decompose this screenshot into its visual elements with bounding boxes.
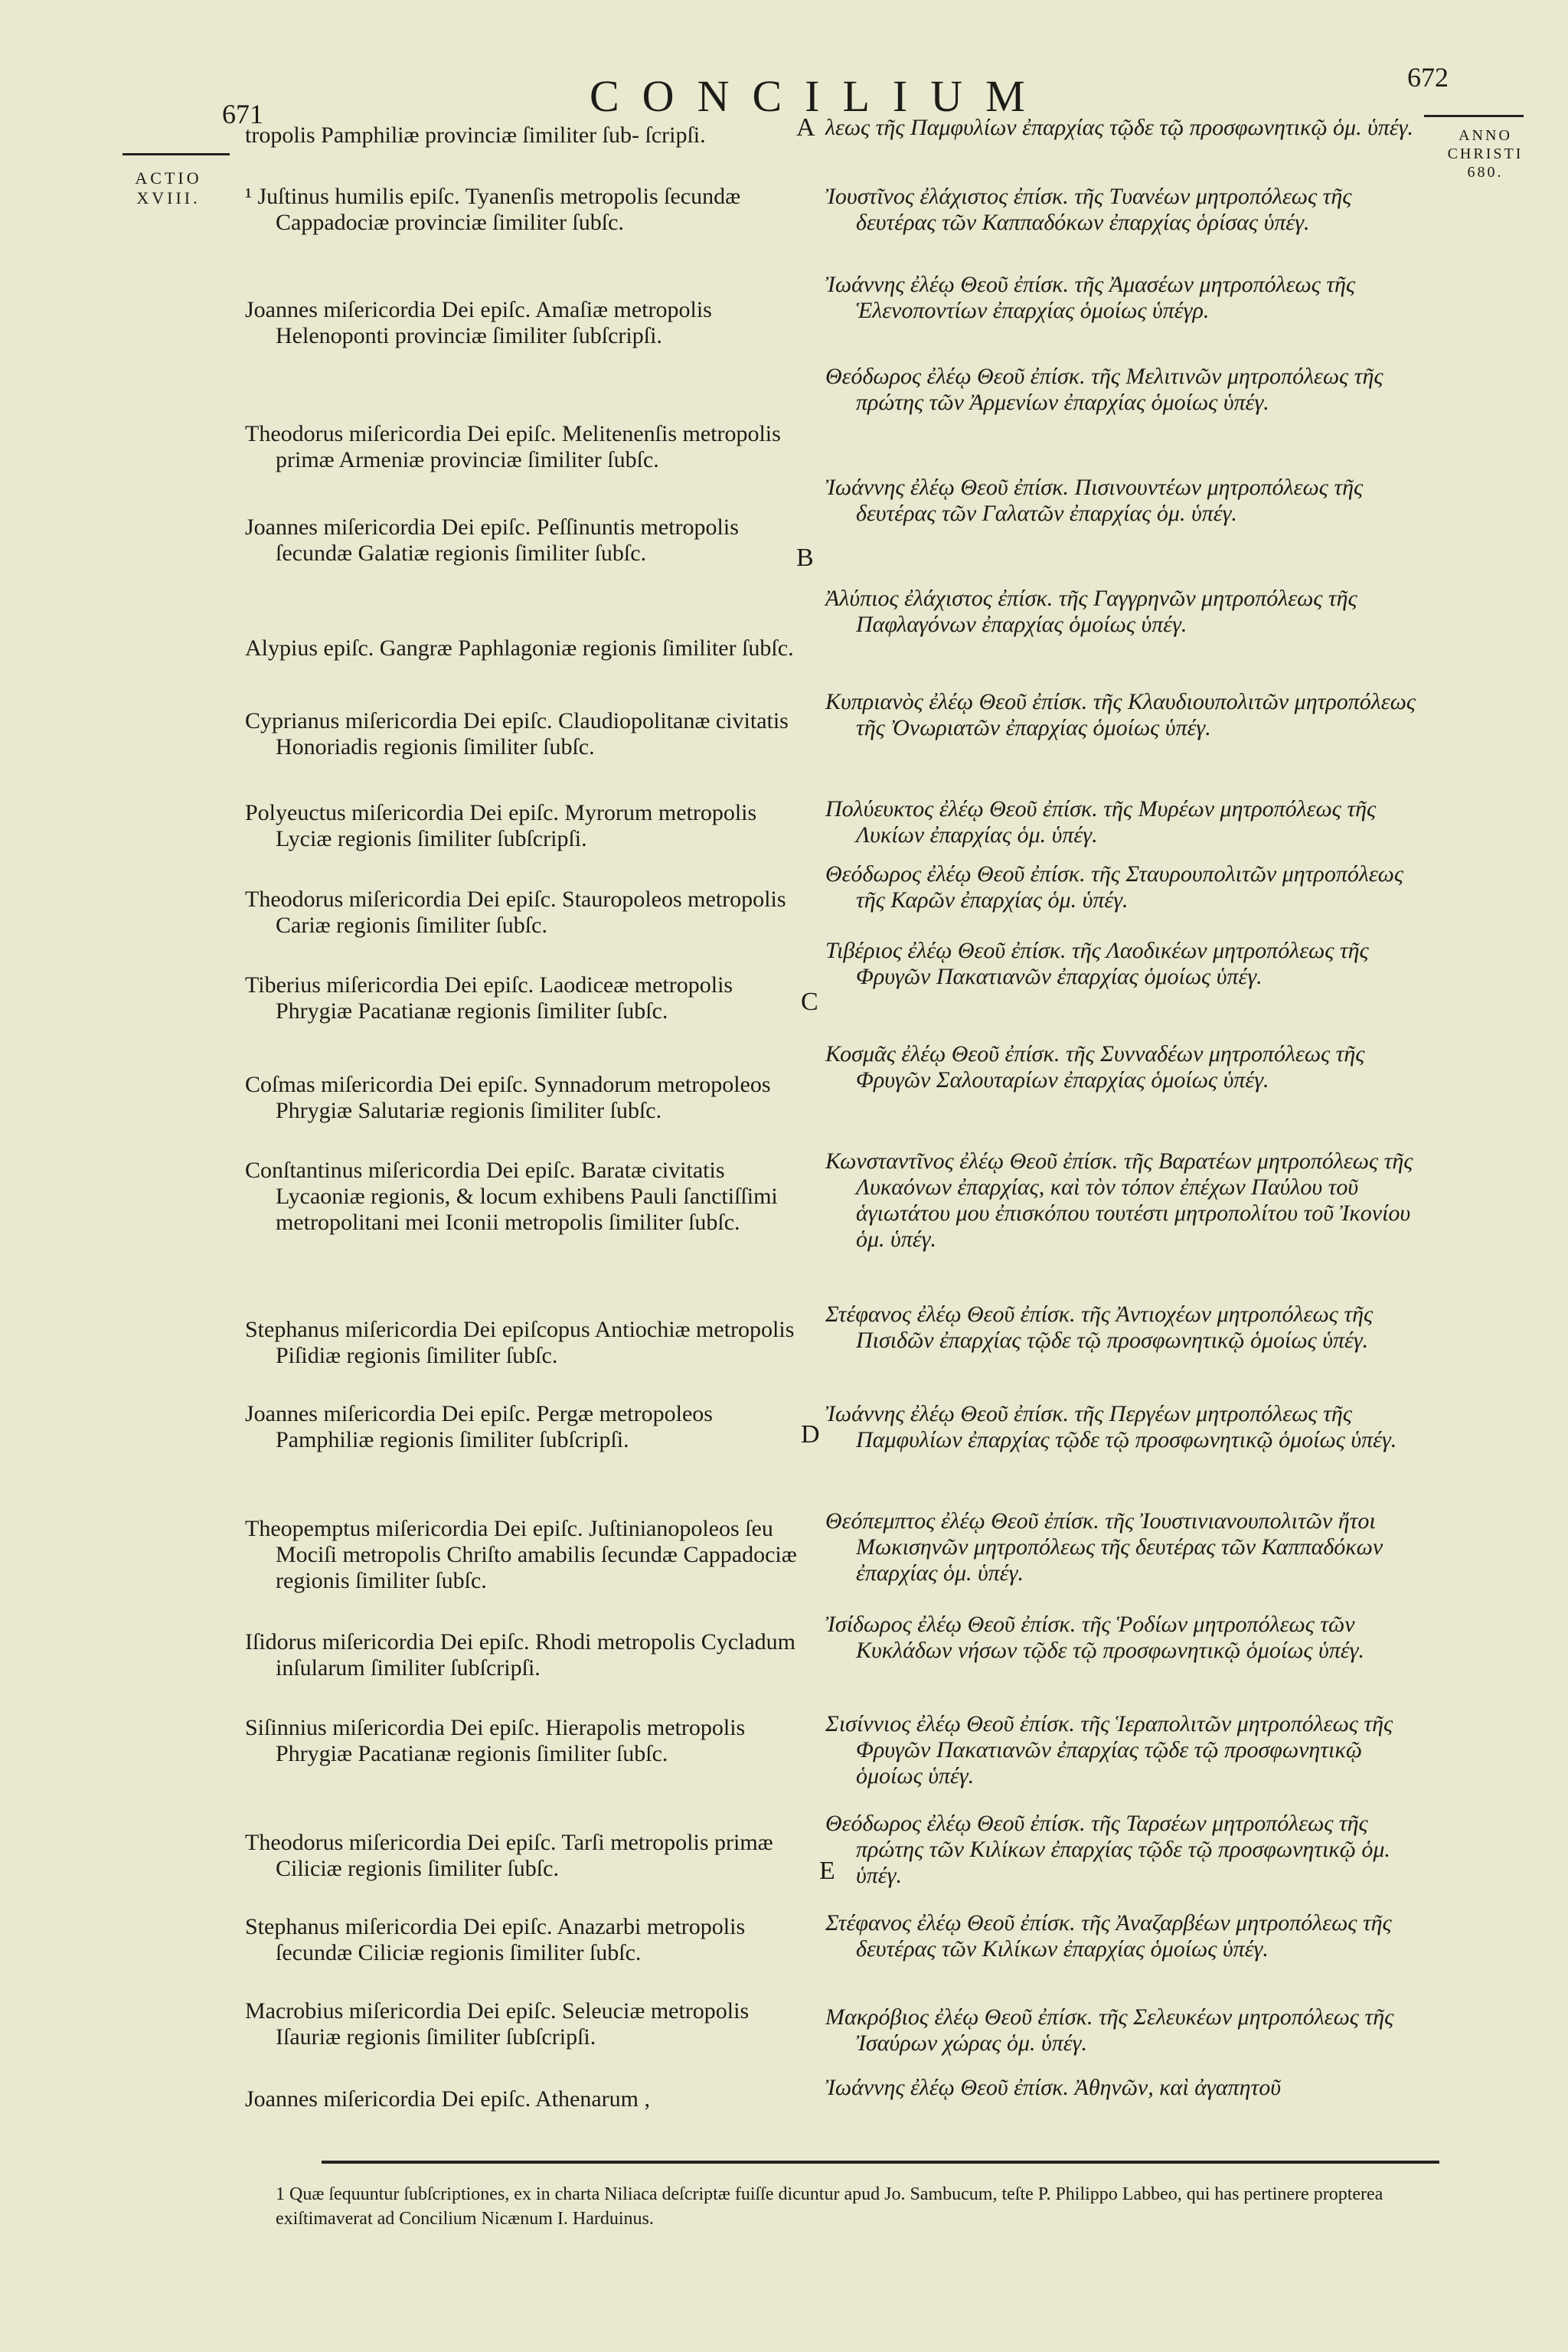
footnote: 1 Quæ ſequuntur ſubſcriptiones, ex in charta Niliaca deſcriptæ fuiſſe dicuntur apud Jo. Sambucum, teſte P. Philippo Labbeo, qui has pertinere propterea exiſtimaverat ad Concilium Nicænum I. Harduinus. — [276, 2184, 1383, 2229]
greek-entry: Πολύευκτος ἐλέῳ Θεοῦ ἐπίσκ. τῆς Μυρέων μητροπόλεως τῆς Λυκίων ἐπαρχίας ὁμ. ὑπέγ. — [825, 796, 1377, 848]
latin-entry: ¹ Juſtinus humilis epiſc. Tyanenſis metropolis ſecundæ Cappadociæ provinciæ ſimiliter ſubſc. — [245, 184, 741, 235]
greek-entry: Ἰωάννης ἐλέῳ Θεοῦ ἐπίσκ. Πισινουντέων μητροπόλεως τῆς δευτέρας τῶν Γαλατῶν ἐπαρχίας ὁμ. ὑπέγ. — [825, 475, 1364, 526]
greek-entry: Ἀλύπιος ἐλάχιστος ἐπίσκ. τῆς Γαγγρηνῶν μητροπόλεως τῆς Παφλαγόνων ἐπαρχίας ὁμοίως ὑπέγ. — [825, 586, 1357, 637]
greek-entry: Στέφανος ἐλέῳ Θεοῦ ἐπίσκ. τῆς Ἀναζαρβέων μητροπόλεως τῆς δευτέρας τῶν Κιλίκων ἐπαρχίας ὁμοίως ὑπέγ. — [825, 1910, 1392, 1962]
margin-rule-right — [1424, 115, 1524, 117]
margin-note-actio — [115, 168, 222, 208]
greek-entry: Ἰουστῖνος ἐλάχιστος ἐπίσκ. τῆς Τυανέων μητροπόλεως τῆς δευτέρας τῶν Καππαδόκων ἐπαρχίας ὁρίσας ὑπέγ. — [825, 184, 1352, 235]
greek-entry: λεως τῆς Παμφυλίων ἐπαρχίας τῷδε τῷ προσφωνητικῷ ὁμ. ὑπέγ. — [825, 115, 1414, 140]
margin-note-anno — [1439, 126, 1531, 181]
margin-note-actio-line1: ACTIO — [135, 168, 202, 188]
page-number-right: 672 — [1407, 62, 1449, 93]
section-letter-d: D — [801, 1420, 820, 1449]
greek-entry: Ἰωάννης ἐλέῳ Θεοῦ ἐπίσκ. Ἀθηνῶν, καὶ ἀγαπητοῦ — [825, 2075, 1281, 2100]
greek-entry: Σισίννιος ἐλέῳ Θεοῦ ἐπίσκ. τῆς Ἱεραπολιτῶν μητροπόλεως τῆς Φρυγῶν Πακατιανῶν ἐπαρχίας τῷδε τῷ προσφωνητικῷ ὁμοίως ὑπέγ. — [825, 1711, 1393, 1788]
latin-entry: Theodorus miſericordia Dei epiſc. Stauropoleos metropolis Cariæ regionis ſimiliter ſubſc. — [245, 887, 786, 938]
greek-entry: Θεόδωρος ἐλέῳ Θεοῦ ἐπίσκ. τῆς Ταρσέων μητροπόλεως τῆς πρώτης τῶν Κιλίκων ἐπαρχίας τῷδε τῷ προσφωνητικῷ ὁμ. ὑπέγ. — [825, 1811, 1390, 1888]
greek-entry: Θεόπεμπτος ἐλέῳ Θεοῦ ἐπίσκ. τῆς Ἰουστινιανουπολιτῶν ἤτοι Μωκισηνῶν μητροπόλεως τῆς δευτέρας τῶν Καππαδόκων ἐπαρχίας ὁμ. ὑπέγ. — [825, 1508, 1383, 1586]
latin-entry: Theodorus miſericordia Dei epiſc. Tarſi metropolis primæ Ciliciæ regionis ſimiliter ſubſc. — [245, 1830, 773, 1881]
greek-entry: Μακρόβιος ἐλέῳ Θεοῦ ἐπίσκ. τῆς Σελευκέων μητροπόλεως τῆς Ἰσαύρων χώρας ὁμ. ὑπέγ. — [825, 2004, 1394, 2056]
latin-entry: Joannes miſericordia Dei epiſc. Peſſinuntis metropolis ſecundæ Galatiæ regionis ſimiliter ſubſc. — [245, 514, 739, 566]
latin-entry: Coſmas miſericordia Dei epiſc. Synnadorum metropoleos Phrygiæ Salutariæ regionis ſimiliter ſubſc. — [245, 1072, 771, 1123]
latin-entry: tropolis Pamphiliæ provinciæ ſimiliter ſub- ſcripſi. — [245, 122, 706, 148]
margin-note-anno-line3: 680. — [1467, 164, 1504, 181]
margin-rule-left — [122, 153, 230, 155]
greek-entry: Θεόδωρος ἐλέῳ Θεοῦ ἐπίσκ. τῆς Σταυρουπολιτῶν μητροπόλεως τῆς Καρῶν ἐπαρχίας ὁμ. ὑπέγ. — [825, 861, 1404, 913]
greek-entry: Κυπριανὸς ἐλέῳ Θεοῦ ἐπίσκ. τῆς Κλαυδιουπολιτῶν μητροπόλεως τῆς Ὀνωριατῶν ἐπαρχίας ὁμοίως ὑπέγ. — [825, 689, 1416, 740]
latin-entry: Stephanus miſericordia Dei epiſc. Anazarbi metropolis ſecundæ Ciliciæ regionis ſimiliter ſubſc. — [245, 1914, 746, 1965]
section-letter-c: C — [801, 988, 818, 1016]
greek-entry: Ἰσίδωρος ἐλέῳ Θεοῦ ἐπίσκ. τῆς Ῥοδίων μητροπόλεως τῶν Κυκλάδων νήσων τῷδε τῷ προσφωνητικῷ ὁμοίως ὑπέγ. — [825, 1612, 1364, 1663]
latin-entry: Polyeuctus miſericordia Dei epiſc. Myrorum metropolis Lyciæ regionis ſimiliter ſubſcripſi. — [245, 800, 757, 851]
latin-entry: Theopemptus miſericordia Dei epiſc. Juſtinianopoleos ſeu Mociſi metropolis Chriſto amabilis ſecundæ Cappadociæ regionis ſimiliter ſubſc. — [245, 1516, 797, 1593]
latin-entry: Theodorus miſericordia Dei epiſc. Melitenenſis metropolis primæ Armeniæ provinciæ ſimiliter ſubſc. — [245, 421, 781, 472]
margin-note-anno-line2: CHRISTI — [1447, 145, 1524, 162]
greek-entry: Τιβέριος ἐλέῳ Θεοῦ ἐπίσκ. τῆς Λαοδικέων μητροπόλεως τῆς Φρυγῶν Πακατιανῶν ἐπαρχίας ὁμοίως ὑπέγ. — [825, 938, 1369, 989]
latin-entry: Siſinnius miſericordia Dei epiſc. Hierapolis metropolis Phrygiæ Pacatianæ regionis ſimiliter ſubſc. — [245, 1715, 746, 1766]
section-letter-b: B — [796, 544, 814, 572]
page-number-left: 671 — [222, 99, 263, 129]
latin-entry: Iſidorus miſericordia Dei epiſc. Rhodi metropolis Cycladum inſularum ſimiliter ſubſcripſi. — [245, 1629, 796, 1681]
section-letter-e: E — [819, 1857, 835, 1885]
margin-note-anno-line1: ANNO — [1459, 127, 1512, 144]
latin-entry: Tiberius miſericordia Dei epiſc. Laodiceæ metropolis Phrygiæ Pacatianæ regionis ſimiliter ſubſc. — [245, 972, 733, 1024]
section-letter-a: A — [796, 113, 815, 142]
latin-entry: Alypius epiſc. Gangræ Paphlagoniæ regionis ſimiliter ſubſc. — [245, 635, 794, 661]
latin-entry: Macrobius miſericordia Dei epiſc. Seleuciæ metropolis Iſauriæ regionis ſimiliter ſubſcripſi. — [245, 1998, 750, 2050]
latin-entry: Stephanus miſericordia Dei epiſcopus Antiochiæ metropolis Piſidiæ regionis ſimiliter ſubſc. — [245, 1317, 795, 1368]
latin-entry: Joannes miſericordia Dei epiſc. Amaſiæ metropolis Helenoponti provinciæ ſimiliter ſubſcripſi. — [245, 297, 712, 348]
margin-note-actio-line2: XVIII. — [136, 188, 201, 207]
latin-entry: Cyprianus miſericordia Dei epiſc. Claudiopolitanæ civitatis Honoriadis regionis ſimiliter ſubſc. — [245, 708, 789, 760]
greek-entry: Θεόδωρος ἐλέῳ Θεοῦ ἐπίσκ. τῆς Μελιτινῶν μητροπόλεως τῆς πρώτης τῶν Ἀρμενίων ἐπαρχίας ὁμοίως ὑπέγ. — [825, 364, 1383, 415]
latin-entry: Joannes miſericordia Dei epiſc. Athenarum , — [245, 2086, 650, 2112]
greek-entry: Στέφανος ἐλέῳ Θεοῦ ἐπίσκ. τῆς Ἀντιοχέων μητροπόλεως τῆς Πισιδῶν ἐπαρχίας τῷδε τῷ προσφωνητικῷ ὁμοίως ὑπέγ. — [825, 1302, 1374, 1353]
latin-entry: Joannes miſericordia Dei epiſc. Pergæ metropoleos Pamphiliæ regionis ſimiliter ſubſcripſi. — [245, 1401, 713, 1452]
greek-entry: Κοσμᾶς ἐλέῳ Θεοῦ ἐπίσκ. τῆς Συνναδέων μητροπόλεως τῆς Φρυγῶν Σαλουταρίων ἐπαρχίας ὁμοίως ὑπέγ. — [825, 1041, 1365, 1093]
greek-entry: Ἰωάννης ἐλέῳ Θεοῦ ἐπίσκ. τῆς Περγέων μητροπόλεως τῆς Παμφυλίων ἐπαρχίας τῷδε τῷ προσφωνητικῷ ὁμοίως ὑπέγ. — [825, 1401, 1397, 1452]
greek-entry: Ἰωάννης ἐλέῳ Θεοῦ ἐπίσκ. τῆς Ἀμασέων μητροπόλεως τῆς Ἑλενοποντίων ἐπαρχίας ὁμοίως ὑπέγρ. — [825, 272, 1356, 323]
greek-entry: Κωνσταντῖνος ἐλέῳ Θεοῦ ἐπίσκ. τῆς Βαρατέων μητροπόλεως τῆς Λυκαόνων ἐπαρχίας, καὶ τὸν τόπον ἐπέχων Παύλου τοῦ ἁγιωτάτου μου ἐπισκόπου τουτέστι μητροπολίτου τοῦ Ἰκονίου ὁμ. ὑπέγ. — [825, 1148, 1413, 1252]
latin-entry: Conſtantinus miſericordia Dei epiſc. Baratæ civitatis Lycaoniæ regionis, & locum exhibens Pauli ſanctiſſimi metropolitani mei Iconii metropolis ſimiliter ſubſc. — [245, 1158, 778, 1235]
running-title: CONCILIUM — [590, 71, 1048, 121]
footnote-rule — [322, 2161, 1439, 2164]
